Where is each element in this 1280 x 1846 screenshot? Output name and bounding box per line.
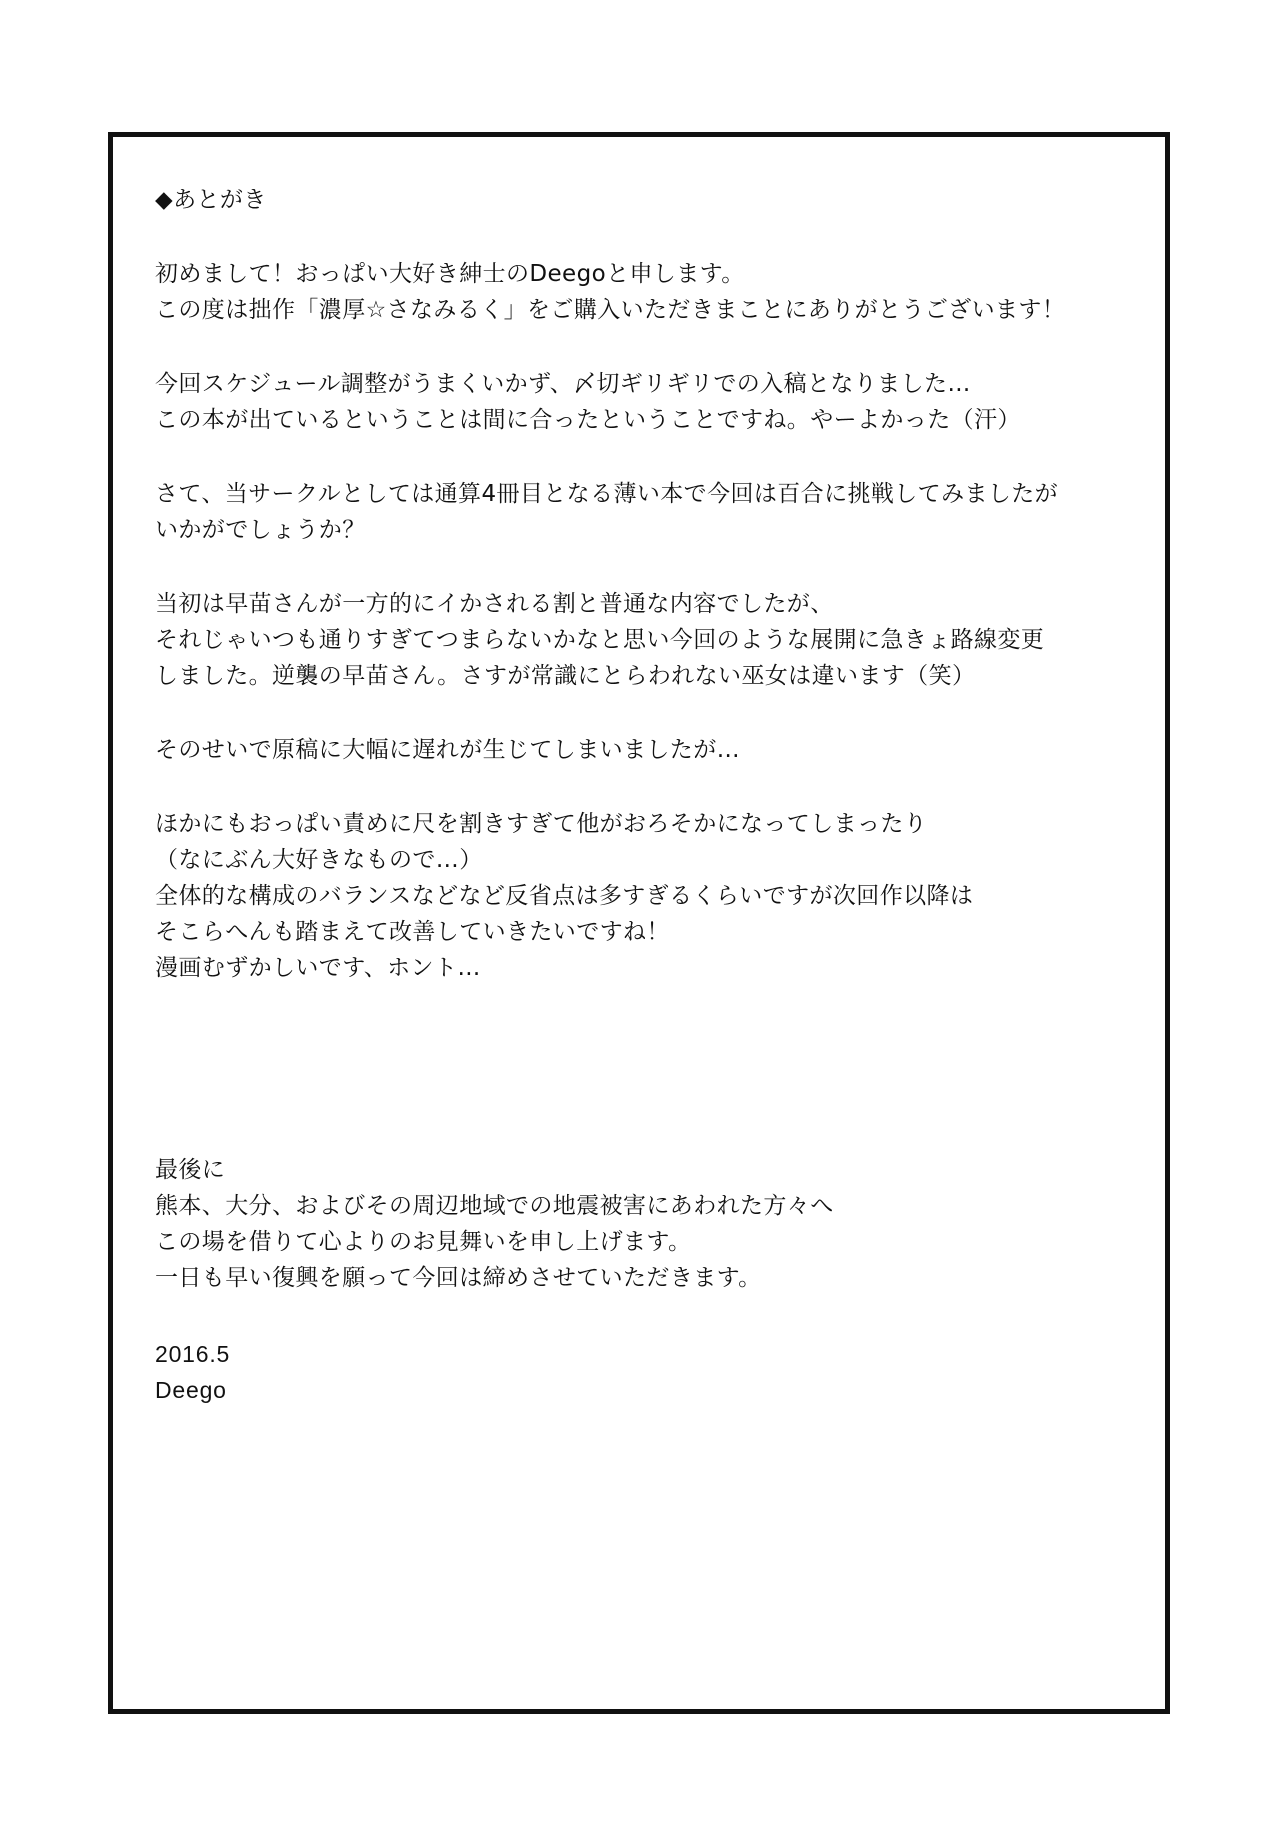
signature-block	[155, 1336, 1145, 1408]
text-line: 最後に	[155, 1157, 226, 1183]
paragraph-circle	[155, 476, 1145, 548]
text-line: 漫画むずかしいです、ホント…	[155, 955, 481, 981]
text-line: 初めまして！おっぱい大好き紳士のDeegoと申します。	[155, 261, 745, 287]
text-line: しました。逆襲の早苗さん。さすが常識にとらわれない巫女は違います（笑）	[155, 663, 976, 689]
text-line: （なにぶん大好きなもので…）	[155, 847, 483, 873]
text-line: ほかにもおっぱい責めに尺を割きすぎて他がおろそかになってしまったり	[155, 811, 928, 837]
paragraph-closing	[155, 1152, 1145, 1296]
paragraph-schedule	[155, 366, 1145, 438]
afterword-content	[155, 182, 1145, 1408]
text-line: 熊本、大分、およびその周辺地域での地震被害にあわれた方々へ	[155, 1193, 834, 1219]
text-line: この本が出ているということは間に合ったということですね。やーよかった（汗）	[155, 407, 1021, 433]
text-line: そこらへんも踏まえて改善していきたいですね！	[155, 919, 670, 945]
paragraph-delay	[155, 732, 1145, 768]
paragraph-story	[155, 586, 1145, 694]
text-line: この場を借りて心よりのお見舞いを申し上げます。	[155, 1229, 692, 1255]
author-name: Deego	[155, 1377, 227, 1403]
date-text: 2016.5	[155, 1341, 231, 1367]
text-line: 一日も早い復興を願って今回は締めさせていただきます。	[155, 1265, 762, 1291]
text-line: そのせいで原稿に大幅に遅れが生じてしまいましたが…	[155, 737, 740, 763]
paragraph-reflection	[155, 806, 1145, 986]
text-line: いかがでしょうか？	[155, 517, 366, 543]
paragraph-greeting	[155, 256, 1145, 328]
text-line: さて、当サークルとしては通算4冊目となる薄い本で今回は百合に挑戦してみましたが	[155, 481, 1059, 507]
text-line: それじゃいつも通りすぎてつまらないかなと思い今回のような展開に急きょ路線変更	[155, 627, 1045, 653]
text-line: 当初は早苗さんが一方的にイかされる割と普通な内容でしたが、	[155, 591, 834, 617]
text-line: この度は拙作「濃厚☆さなみるく」をご購入いただきまことにありがとうございます！	[155, 297, 1066, 323]
text-line: 全体的な構成のバランスなどなど反省点は多すぎるくらいですが次回作以降は	[155, 883, 974, 909]
text-line: 今回スケジュール調整がうまくいかず、〆切ギリギリでの入稿となりました…	[155, 371, 971, 397]
afterword-heading: ◆あとがき	[155, 187, 267, 213]
